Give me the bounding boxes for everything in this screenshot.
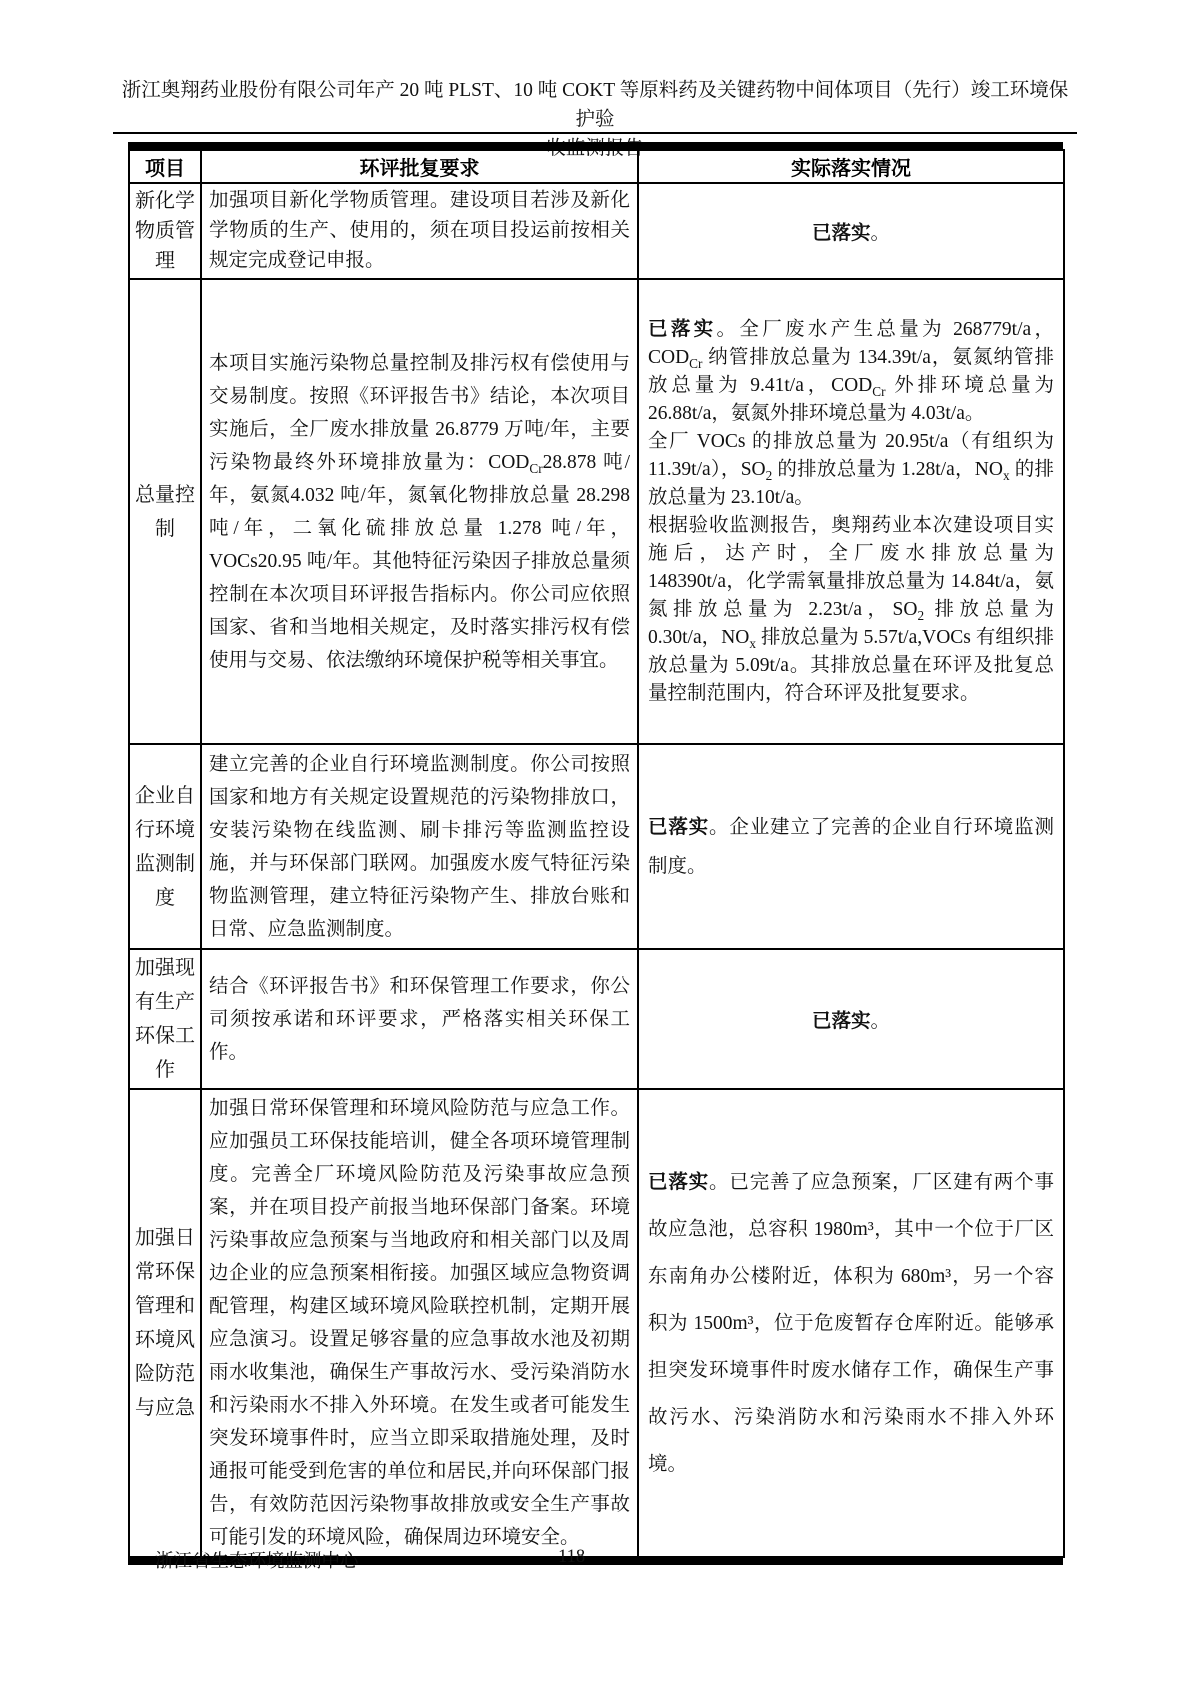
footer-organization: 浙江省生态环境监测中心	[155, 1552, 359, 1572]
row-item-label: 加强现有生产环保工作	[129, 949, 201, 1089]
table-row-total-control	[129, 279, 1064, 744]
row-item-label: 新化学物质管理	[129, 183, 201, 279]
row-requirement-text: 加强日常环保管理和环境风险防范与应急工作。应加强员工环保技能培训，健全各项环境管理制度。完善全厂环境风险防范及污染事故应急预案，并在项目投产前报当地环保部门备案。环境污染事故应急预案与当地政府和相关部门以及周边企业的应急预案相衔接。加强区域应急物资调配管理，构建区域环境风险联控机制，定期开展应急演习。设置足够容量的应急事故水池及初期雨水收集池，确保生产事故污水、受污染消防水和污染雨水不排入外环境。在发生或者可能发生突发环境事件时，应当立即采取措施处理，及时通报可能受到危害的单位和居民,并向环保部门报告，有效防范因污染物事故排放或安全生产事故可能引发的环境风险，确保周边环境安全。	[201, 1089, 638, 1557]
row-status-text	[638, 744, 1064, 949]
status-paragraph: 全厂 VOCs 的排放总量为 20.95t/a（有组织为 11.39t/a），$SO_2$ 的排放总量为 1.28t/a，$NO_x$ 的排放总量为 23.10t/a。	[648, 430, 1054, 508]
status-detail-text: 。全厂废水产生总量为 268779t/a，$COD_{Cr}$ 纳管排放总量为 134.39t/a，氨氮纳管排放总量为 9.41t/a，$COD_{Cr}$ 外排环境总量为 26.88t/a，氨氮外排环境总量为 4.03t/a。	[648, 318, 1054, 424]
row-item-label: 加强日常环保管理和环境风险防范与应急	[129, 1089, 201, 1557]
row-status-text	[638, 949, 1064, 1089]
header-divider	[113, 132, 1077, 134]
status-implemented-label: 已落实	[811, 1011, 871, 1032]
row-item-label: 总量控制	[129, 279, 201, 744]
table-row-risk-emergency	[129, 1089, 1064, 1557]
table-row-self-monitoring	[129, 744, 1064, 949]
table-row-new-chemical	[129, 183, 1064, 279]
compliance-table-wrapper	[128, 142, 1063, 1565]
document-title-line1: 浙江奥翔药业股份有限公司年产 20 吨 PLST、10 吨 COKT 等原料药及关键药物中间体项目（先行）竣工环境保护验	[121, 80, 1069, 130]
row-item-label: 企业自行环境监测制度	[129, 744, 201, 949]
status-implemented-label: 已落实	[648, 1171, 710, 1193]
table-header-row	[129, 150, 1064, 183]
row-requirement-text: 加强项目新化学物质管理。建设项目若涉及新化学物质的生产、使用的，须在项目投运前按相关规定完成登记申报。	[201, 183, 638, 279]
row-status-text	[638, 183, 1064, 279]
document-title-line2: 收监测报告	[546, 138, 644, 159]
column-header-item: 项目	[129, 150, 201, 183]
status-detail-text: 。已完善了应急预案，厂区建有两个事故应急池，总容积 1980m³，其中一个位于厂区东南角办公楼附近，体积为 680m³，另一个容积为 1500m³，位于危废暂存仓库附近。能够承担突发环境事件时废水储存工作，确保生产事故污水、污染消防水和污染雨水不排入外环境。	[648, 1171, 1054, 1475]
row-status-text	[638, 279, 1064, 744]
row-requirement-text: 本项目实施污染物总量控制及排污权有偿使用与交易制度。按照《环评报告书》结论，本次项目实施后，全厂废水排放量 26.8779 万吨/年，主要污染物最终外环境排放量为：$COD_{Cr}28.878$ 吨/年，氨氮4.032 吨/年，氮氧化物排放总量 28.298 吨/年，二氧化硫排放总量 1.278 吨/年，VOCs20.95 吨/年。其他特征污染因子排放总量须控制在本次项目环评报告指标内。你公司应依照国家、省和当地相关规定，及时落实排污权有偿使用与交易、依法缴纳环境保护税等相关事宜。	[201, 279, 638, 744]
status-implemented-label: 已落实	[648, 816, 710, 838]
status-implemented-label: 已落实	[648, 318, 717, 340]
column-header-status: 实际落实情况	[638, 150, 1064, 183]
status-detail-text: 。	[870, 1011, 891, 1032]
column-header-requirement: 环评批复要求	[201, 150, 638, 183]
compliance-table	[128, 149, 1065, 1558]
status-detail-text: 。	[870, 223, 891, 244]
row-status-text	[638, 1089, 1064, 1557]
table-row-existing-production	[129, 949, 1064, 1089]
status-paragraph: 根据验收监测报告，奥翔药业本次建设项目实施后，达产时，全厂废水排放总量为 148390t/a，化学需氧量排放总量为 14.84t/a，氨氮排放总量为 2.23t/a，$SO_2$ 排放总量为 0.30t/a，$NO_x$ 排放总量为 5.57t/a,VOCs 有组织排放总量为 5.09t/a。其排放总量在环评及批复总量控制范围内，符合环评及批复要求。	[648, 514, 1054, 704]
status-implemented-label: 已落实	[811, 223, 871, 244]
row-requirement-text: 结合《环评报告书》和环保管理工作要求，你公司须按承诺和环评要求，严格落实相关环保工作。	[201, 949, 638, 1089]
status-detail-text: 。企业建立了完善的企业自行环境监测制度。	[648, 816, 1054, 877]
row-requirement-text: 建立完善的企业自行环境监测制度。你公司按照国家和地方有关规定设置规范的污染物排放口，安装污染物在线监测、刷卡排污等监测监控设施，并与环保部门联网。加强废水废气特征污染物监测管理，建立特征污染物产生、排放台账和日常、应急监测制度。	[201, 744, 638, 949]
status-paragraph	[648, 316, 1054, 428]
footer-page-number: 118	[558, 1547, 586, 1567]
